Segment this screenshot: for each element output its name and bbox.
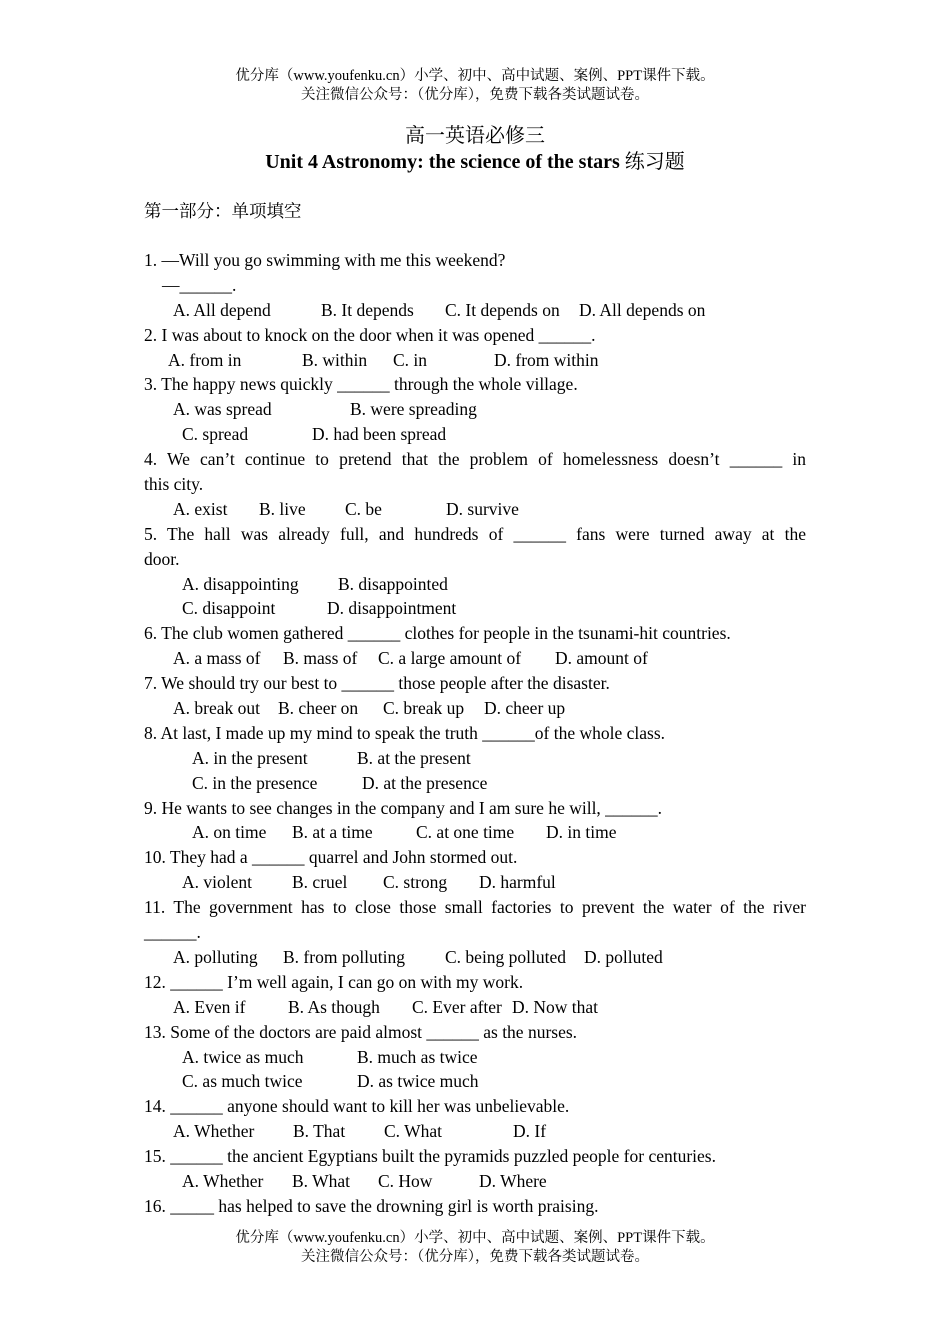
question-11-stem-line2: ______.: [144, 922, 201, 943]
option: D. polluted: [584, 946, 663, 967]
question-1-answer-blank: —______.: [162, 274, 237, 295]
option: B. were spreading: [350, 399, 477, 420]
question-1-stem: 1. —Will you go swimming with me this weekend?: [144, 250, 506, 270]
option: A. violent: [182, 872, 252, 893]
question-1-options: [144, 298, 806, 323]
question-5-stem-line2: door.: [144, 548, 180, 569]
question-9-stem: 9. He wants to see changes in the company and I am sure he will, ______.: [144, 797, 663, 818]
option: A. Even if: [173, 996, 246, 1017]
option: C. It depends on: [445, 299, 560, 320]
option: A. polluting: [173, 946, 258, 967]
question-3-options-row1: [144, 397, 806, 422]
option: D. amount of: [555, 648, 648, 669]
option: C. disappoint: [182, 598, 276, 619]
question-13-stem: 13. Some of the doctors are paid almost ______ as the nurses.: [144, 1021, 578, 1042]
question-4-stem-line1: 4. We can’t continue to pretend that the problem of homelessness doesn’t ______ in: [144, 449, 806, 470]
question-10-options: [144, 870, 806, 895]
option: D. survive: [446, 498, 519, 519]
option: A. break out: [173, 698, 260, 719]
page-title-en: [0, 149, 950, 175]
option: D. from within: [494, 349, 599, 370]
option: B. As though: [288, 996, 380, 1017]
option: C. spread: [182, 424, 249, 445]
question-13-options-row1: [144, 1045, 806, 1070]
footer-line-1: 优分库（www.youfenku.cn）小学、初中、高中试题、案例、PPT课件下载。: [235, 1230, 715, 1246]
option: A. twice as much: [182, 1046, 304, 1067]
option: D. harmful: [479, 872, 556, 893]
question-3-options-row2: [144, 422, 806, 447]
option: B. disappointed: [338, 573, 448, 594]
question-7-stem: 7. We should try our best to ______ those people after the disaster.: [144, 673, 610, 694]
question-6-options: [144, 646, 806, 671]
question-5-options-row2: [144, 596, 806, 621]
question-8-options-row2: [144, 771, 806, 796]
option: A. exist: [173, 498, 228, 519]
option: C. in the presence: [192, 772, 318, 793]
option: D. cheer up: [484, 698, 566, 719]
option: B. cruel: [292, 872, 348, 893]
header-line-1: 优分库（www.youfenku.cn）小学、初中、高中试题、案例、PPT课件下载。: [235, 68, 715, 84]
option: C. in: [393, 349, 428, 370]
question-9-options: [144, 820, 806, 845]
question-4-options: [144, 497, 806, 522]
question-8-options-row1: [144, 746, 806, 771]
question-8-stem: 8. At last, I made up my mind to speak the truth ______of the whole class.: [144, 722, 666, 743]
option: A. Whether: [182, 1170, 264, 1191]
question-6-stem: 6. The club women gathered ______ clothes for people in the tsunami-hit countries.: [144, 623, 731, 644]
option: D. at the presence: [362, 772, 488, 793]
option: B. cheer on: [278, 698, 359, 719]
option: A. on time: [192, 822, 267, 843]
question-5-stem-line1: 5. The hall was already full, and hundreds of ______ fans were turned away at the: [144, 523, 806, 544]
option: C. How: [378, 1170, 433, 1191]
question-12-options: [144, 995, 806, 1020]
option: C. Ever after: [412, 996, 502, 1017]
option: A. from in: [168, 349, 242, 370]
question-2-options: [144, 348, 806, 373]
question-16-stem: 16. _____ has helped to save the drowning girl is worth praising.: [144, 1195, 599, 1216]
question-14-options: [144, 1119, 806, 1144]
option: B. from polluting: [283, 946, 406, 967]
question-3-stem: 3. The happy news quickly ______ through the whole village.: [144, 374, 578, 395]
option: C. be: [345, 498, 382, 519]
question-list: [144, 248, 806, 1219]
question-11-stem-line1: 11. The government has to close those small factories to prevent the water of the river: [144, 897, 806, 918]
option: B. at the present: [357, 747, 471, 768]
page-title-cn: 高一英语必修三: [405, 125, 545, 147]
footer-line-2: 关注微信公众号：（优分库），免费下载各类试题试卷。: [301, 1249, 649, 1265]
section-title: 第一部分：单项填空: [144, 201, 302, 221]
option: C. strong: [383, 872, 448, 893]
question-2-stem: 2. I was about to knock on the door when it was opened ______.: [144, 324, 596, 345]
question-7-options: [144, 696, 806, 721]
option: D. All depends on: [579, 299, 706, 320]
option: B. within: [302, 349, 368, 370]
option: D. in time: [546, 822, 617, 843]
option: D. as twice much: [357, 1071, 479, 1092]
option: B. It depends: [321, 299, 414, 320]
question-11-options: [144, 945, 806, 970]
question-15-options: [144, 1169, 806, 1194]
option: A. Whether: [173, 1121, 255, 1142]
option: A. in the present: [192, 747, 308, 768]
option: A. was spread: [173, 399, 272, 420]
question-5-options-row1: [144, 572, 806, 597]
option: B. That: [293, 1121, 346, 1142]
option: D. had been spread: [312, 424, 447, 445]
option: D. Where: [479, 1170, 547, 1191]
option: C. break up: [383, 698, 465, 719]
header-line-2: 关注微信公众号：（优分库），免费下载各类试题试卷。: [301, 87, 649, 103]
question-13-options-row2: [144, 1069, 806, 1094]
option: A. a mass of: [173, 648, 261, 669]
page-title-en-bold: Unit 4 Astronomy: the science of the stars: [265, 151, 620, 173]
option: C. being polluted: [445, 946, 567, 967]
option: C. at one time: [416, 822, 515, 843]
option: C. a large amount of: [378, 648, 522, 669]
question-15-stem: 15. ______ the ancient Egyptians built the pyramids puzzled people for centuries.: [144, 1146, 716, 1167]
option: B. much as twice: [357, 1046, 478, 1067]
option: A. All depend: [173, 299, 271, 320]
option: B. What: [292, 1170, 351, 1191]
question-12-stem: 12. ______ I’m well again, I can go on with my work.: [144, 971, 524, 992]
question-14-stem: 14. ______ anyone should want to kill her was unbelievable.: [144, 1096, 570, 1117]
option: A. disappointing: [182, 573, 299, 594]
option: D. disappointment: [327, 598, 457, 619]
page-title-en-suffix: 练习题: [619, 151, 685, 173]
option: B. at a time: [292, 822, 373, 843]
option: B. mass of: [283, 648, 358, 669]
option: D. Now that: [512, 996, 599, 1017]
question-4-stem-line2: this city.: [144, 474, 204, 495]
option: C. What: [384, 1121, 443, 1142]
option: C. as much twice: [182, 1071, 303, 1092]
question-10-stem: 10. They had a ______ quarrel and John stormed out.: [144, 847, 518, 868]
option: D. If: [513, 1121, 547, 1142]
option: B. live: [259, 498, 306, 519]
